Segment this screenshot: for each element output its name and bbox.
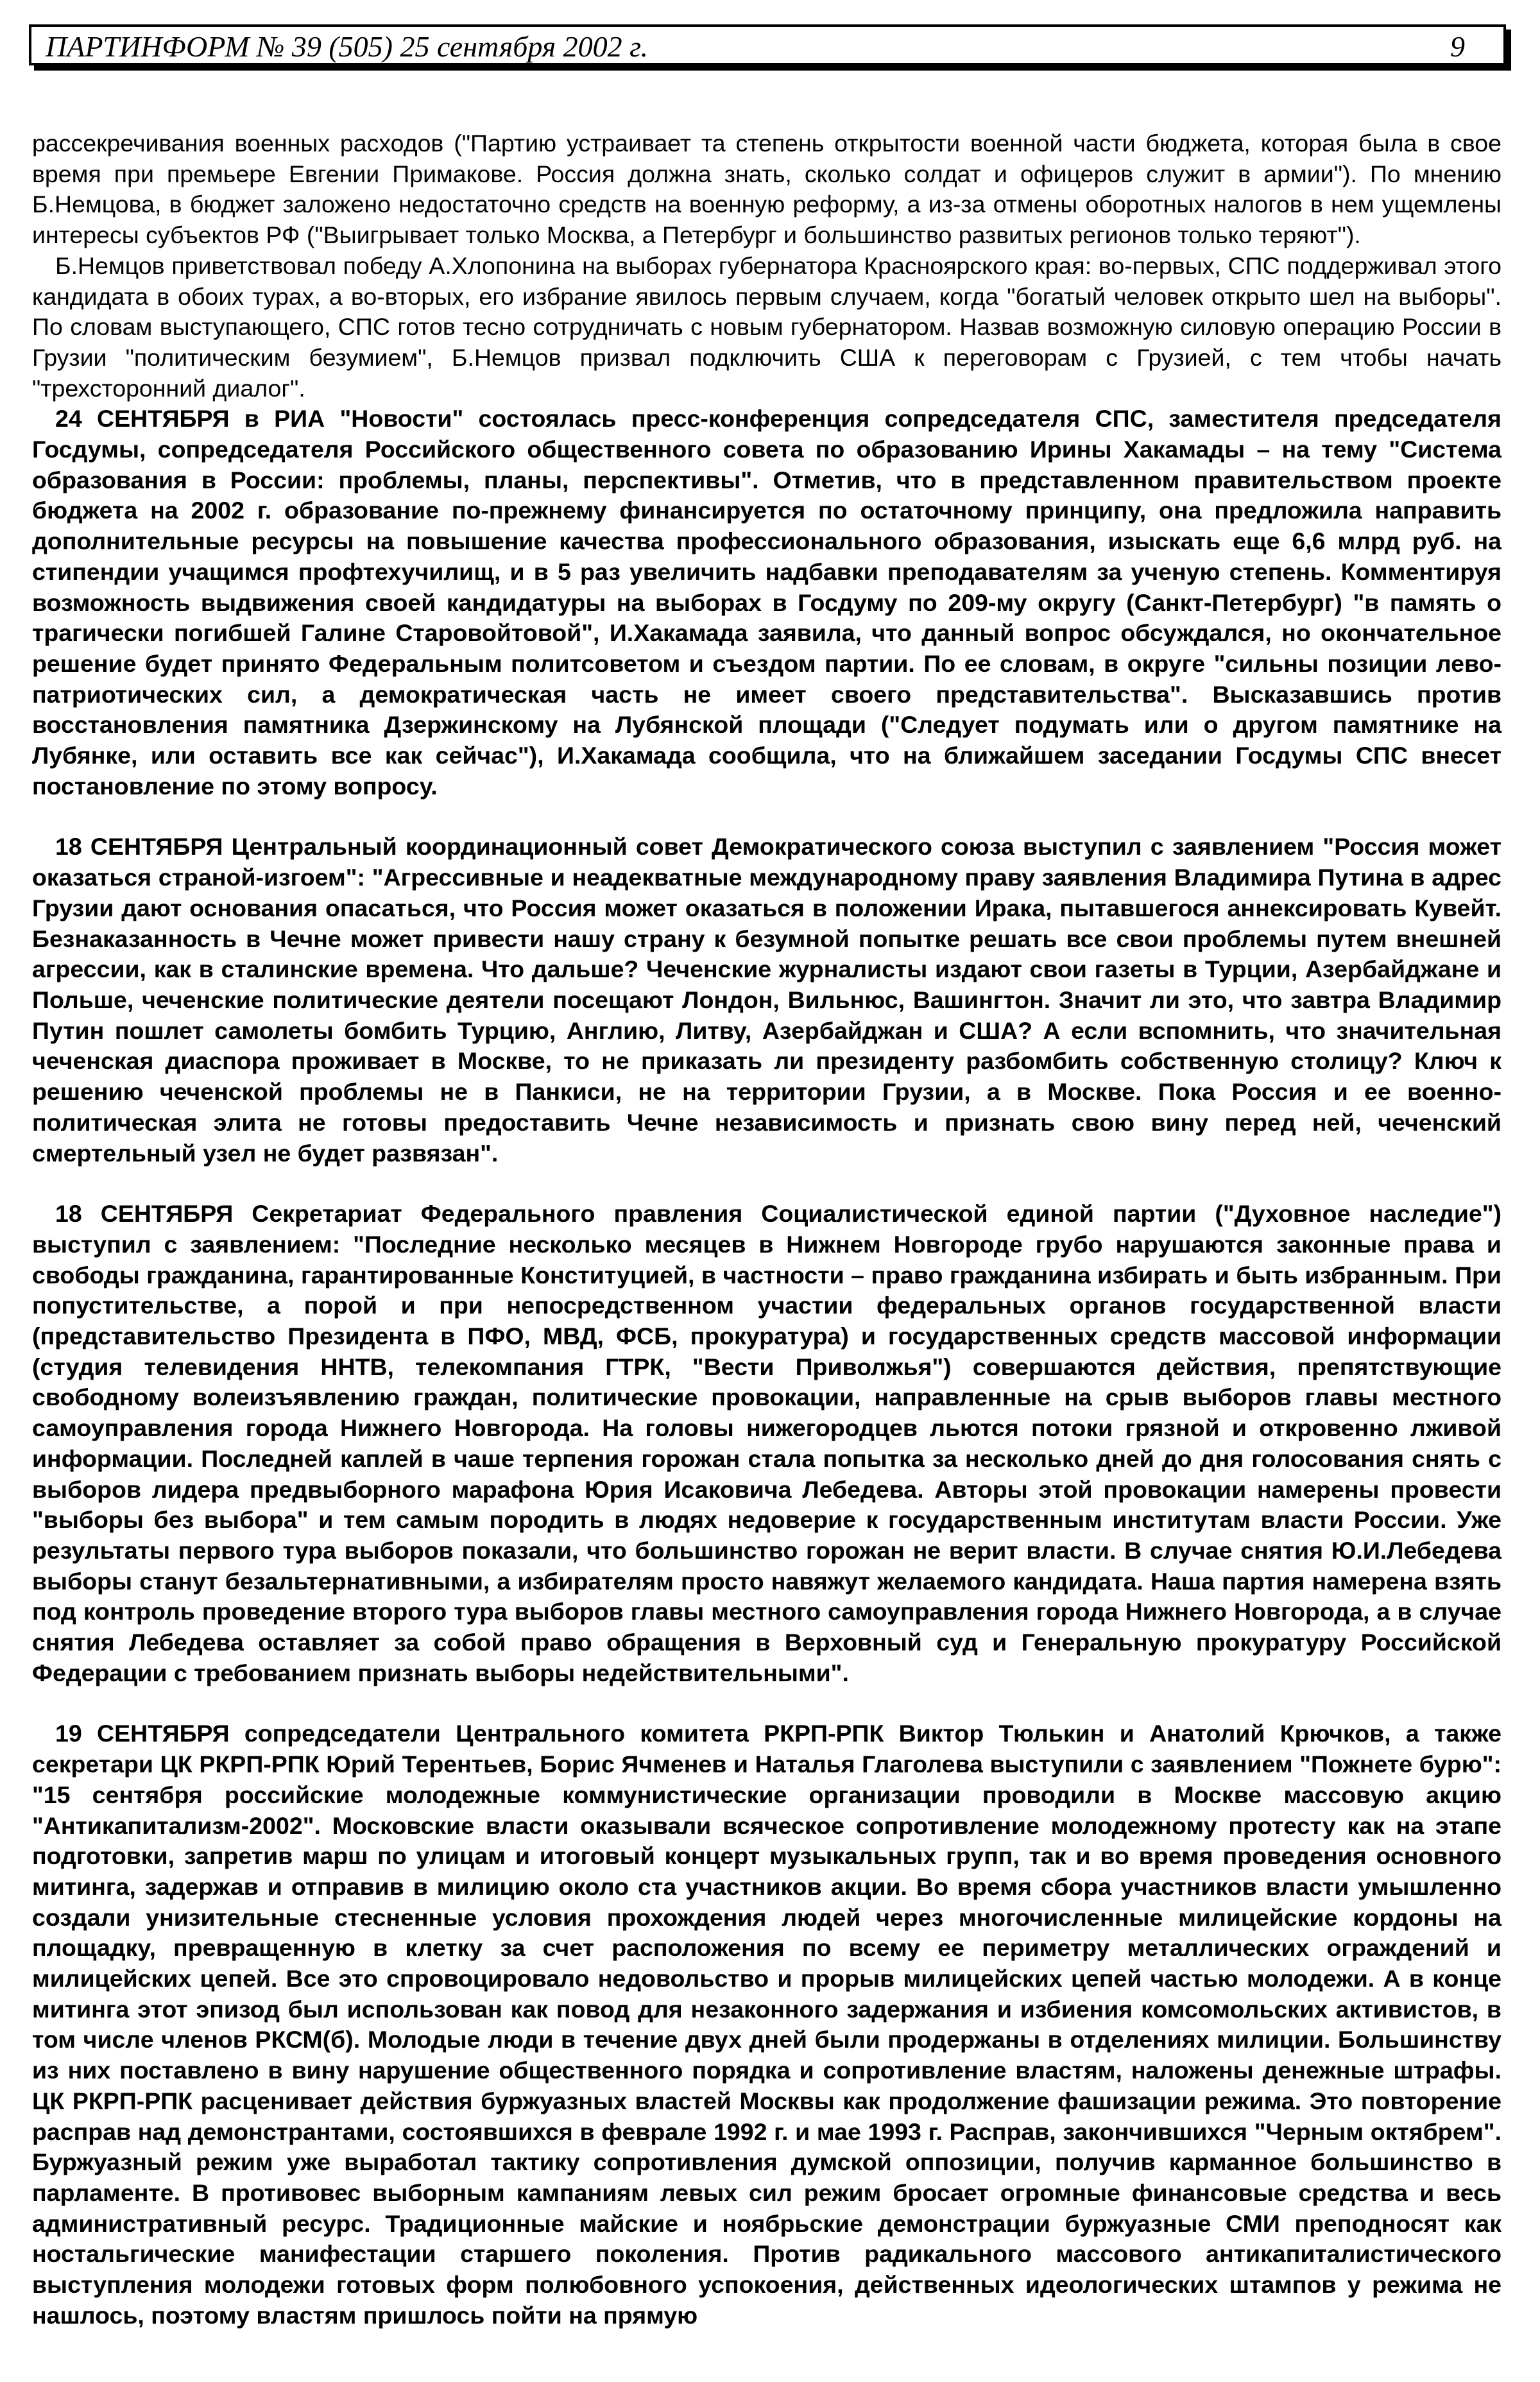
article-body — [32, 128, 1502, 2331]
paragraph-socialist-party-statement: 18 СЕНТЯБРЯ Секретариат Федерального правления Социалистической единой партии ("Духовное наследие") выступил с заявлением: "Последние несколько месяцев в Нижнем Новгороде грубо нарушаются законные права и свободы гражданина, гарантированные Конституцией, в частности – право гражданина избирать и быть избранным. При попустительстве, а порой и при непосредственном участии федеральных органов государственной власти (представительство Президента в ПФО, МВД, ФСБ, прокуратура) и государственных средств массовой информации (студия телевидения ННТВ, телекомпания ГТРК, "Вести Приволжья") совершаются действия, препятствующие свободному волеизъявлению граждан, политические провокации, направленные на срыв выборов главы местного самоуправления города Нижнего Новгорода. На головы нижегородцев льются потоки грязной и откровенно лживой информации. Последней каплей в чаше терпения горожан стала попытка за несколько дней до дня голосования снять с выборов лидера предвыборного марафона Юрия Исаковича Лебедева. Авторы этой провокации намерены провести "выборы без выбора" и тем самым породить в людях недоверие к государственным институтам власти России. Уже результаты первого тура выборов показали, что большинство горожан не верит власти. В случае снятия Ю.И.Лебедева выборы станут безальтернативными, а избирателям просто навяжут желаемого кандидата. Наша партия намерена взять под контроль проведение второго тура выборов главы местного самоуправления города Нижнего Новгорода, а в случае снятия Лебедева оставляет за собой право обращения в Верховный суд и Генеральную прокуратуру Российской Федерации с требованием признать выборы недействительными". — [32, 1200, 1502, 1686]
page-number: 9 — [1450, 30, 1465, 63]
paragraph-democratic-union-statement: 18 СЕНТЯБРЯ Центральный координационный совет Демократического союза выступил с заявлением "Россия может оказаться страной-изгоем": "Агрессивные и неадекватные международному праву заявления Владимира Путина в адрес Грузии дают основания опасаться, что Россия может оказаться в положении Ирака, пытавшегося аннексировать Кувейт. Безнаказанность в Чечне может привести нашу страну к безумной попытке решать все свои проблемы путем внешней агрессии, как в сталинские времена. Что дальше? Чеченские журналисты издают свои газеты в Турции, Азербайджане и Польше, чеченские политические деятели посещают Лондон, Вильнюс, Вашингтон. Значит ли это, что завтра Владимир Путин пошлет самолеты бомбить Турцию, Англию, Литву, Азербайджан и США? А если вспомнить, что значительная чеченская диаспора проживает в Москве, то не приказать ли президенту разбомбить собственную столицу? Ключ к решению чеченской проблемы не в Панкиси, не на территории Грузии, а в Москве. Пока Россия и ее военно-политическая элита не готовы предоставить Чечне независимость и признать свою вину перед ней, чеченский смертельный узел не будет развязан". — [32, 833, 1502, 1167]
paragraph-nemtsov-budget: рассекречивания военных расходов ("Партию устраивает та степень открытости военной части бюджета, которая была в свое время при премьере Евгении Примакове. Россия должна знать, сколько солдат и офицеров служит в армии"). По мнению Б.Немцова, в бюджет заложено недостаточно средств на военную реформу, а из-за отмены оборотных налогов в нем ущемлены интересы субъектов РФ ("Выигрывает только Москва, а Петербург и большинство развитых регионов только теряют"). — [32, 130, 1502, 249]
publication-title: ПАРТИНФОРМ № 39 (505) 25 сентября 2002 г. — [46, 30, 648, 63]
paragraph-spacer — [32, 1688, 1502, 1718]
paragraph-hakamada-press-conference: 24 СЕНТЯБРЯ в РИА "Новости" состоялась пресс-конференция сопредседателя СПС, заместителя председателя Госдумы, сопредседателя Российского общественного совета по образованию Ирины Хакамады – на тему "Система образования в России: проблемы, планы, перспективы". Отметив, что в представленном правительством проекте бюджета на 2002 г. образование по-прежнему финансируется по остаточному принципу, она предложила направить дополнительные ресурсы на повышение качества профессионального образования, изыскать еще 6,6 млрд руб. на стипендии учащимся профтехучилищ, и в 5 раз увеличить надбавки преподавателям за ученую степень. Комментируя возможность выдвижения своей кандидатуры на выборах в Госдуму по 209-му округу (Санкт-Петербург) "в память о трагически погибшей Галине Старовойтовой", И.Хакамада заявила, что данный вопрос обсуждался, но окончательное решение будет принято Федеральным политсоветом и съездом партии. По ее словам, в округе "сильны позиции лево-патриотических сил, а демократическая часть не имеет своего представительства". Высказавшись против восстановления памятника Дзержинскому на Лубянской площади ("Следует подумать или о другом памятнике на Лубянке, или оставить все как сейчас"), И.Хакамада сообщила, что на ближайшем заседании Госдумы СПС внесет постановление по этому вопросу. — [32, 405, 1502, 800]
paragraph-nemtsov-khloponin: Б.Немцов приветствовал победу А.Хлопонина на выборах губернатора Красноярского края: во-первых, СПС поддерживал этого кандидата в обоих турах, а во-вторых, его избрание явилось первым случаем, когда "богатый человек открыто шел на выборы". По словам выступающего, СПС готов тесно сотрудничать с новым губернатором. Назвав возможную силовую операцию России в Грузии "политическим безумием", Б.Немцов призвал подключить США к переговорам с Грузией, с тем чтобы начать "трехсторонний диалог". — [32, 252, 1502, 402]
page-header — [29, 24, 1506, 65]
paragraph-rkrp-statement: 19 СЕНТЯБРЯ сопредседатели Центрального комитета РКРП-РПК Виктор Тюлькин и Анатолий Крючков, а также секретари ЦК РКРП-РПК Юрий Терентьев, Борис Ячменев и Наталья Глаголева выступили с заявлением "Пожнете бурю": "15 сентября российские молодежные коммунистические организации проводили в Москве массовую акцию "Антикапитализм-2002". Московские власти оказывали всяческое сопротивление молодежному протесту как на этапе подготовки, запретив марш по улицам и итоговый концерт музыкальных групп, так и во время проведения основного митинга, задержав и отправив в милицию около ста участников акции. Во время сбора участников власти умышленно создали унизительные стесненные условия прохождения людей через многочисленные милицейские кордоны на площадку, превращенную в клетку за счет расположения по всему ее периметру металлических ограждений и милицейских цепей. Все это спровоцировало недовольство и прорыв милицейских цепей частью молодежи. А в конце митинга этот эпизод был использован как повод для незаконного задержания и избиения комсомольских активистов, в том числе членов РКСМ(б). Молодые люди в течение двух дней были продержаны в отделениях милиции. Большинству из них поставлено в вину нарушение общественного порядка и сопротивление властям, наложены денежные штрафы. ЦК РКРП-РПК расценивает действия буржуазных властей Москвы как продолжение фашизации режима. Это повторение расправ над демонстрантами, состоявшихся в феврале 1992 г. и мае 1993 г. Расправ, закончившихся "Черным октябрем". Буржуазный режим уже выработал тактику сопротивления думской оппозиции, получив карманное большинство в парламенте. В противовес выборным кампаниям левых сил режим бросает огромные финансовые средства и весь административный ресурс. Традиционные майские и ноябрьские демонстрации буржуазные СМИ преподносят как ностальгические манифестации старшего поколения. Против радикального массового антикапиталистического выступления молодежи готовых форм полюбовного успокоения, действенных идеологических штампов у режима не нашлось, поэтому властям пришлось пойти на прямую — [32, 1720, 1502, 2329]
paragraph-spacer — [32, 801, 1502, 832]
paragraph-spacer — [32, 1169, 1502, 1199]
